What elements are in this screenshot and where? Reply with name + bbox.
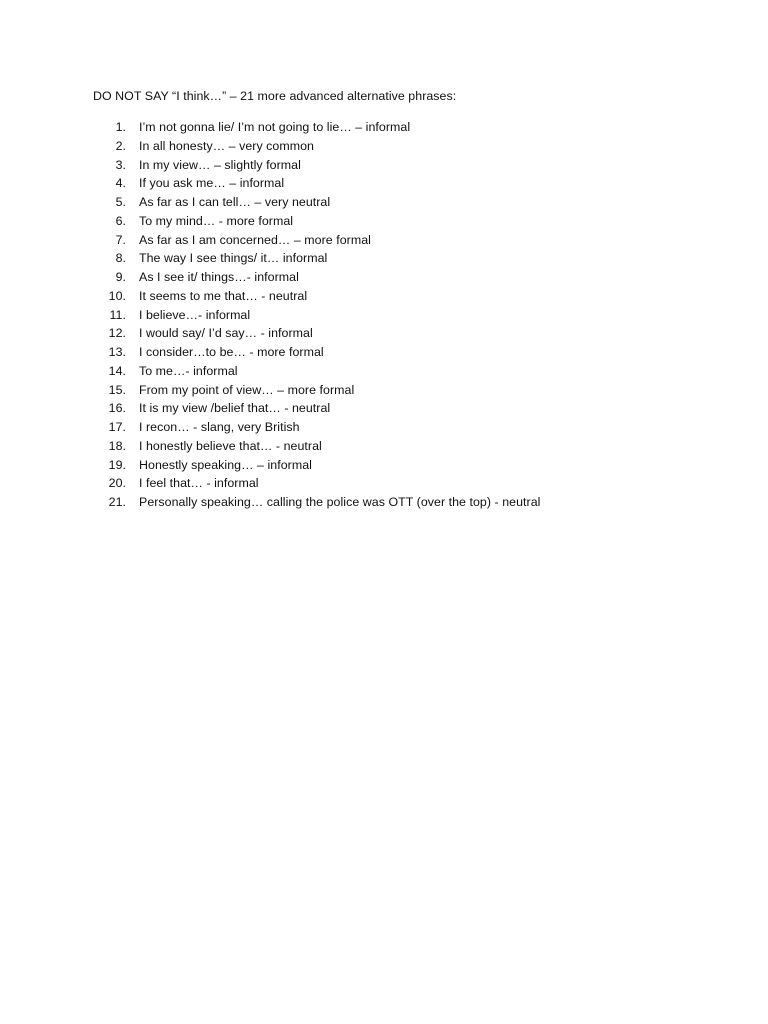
list-item-text: The way I see things/ it… informal (139, 251, 328, 266)
list-item (0, 287, 768, 306)
list-item-number: 7. (115, 232, 126, 247)
list-item-text: In all honesty… – very common (139, 138, 314, 153)
list-item-number: 9. (115, 270, 126, 284)
list-item-text: Honestly speaking… – informal (139, 457, 312, 472)
phrase-list (0, 118, 768, 512)
list-item-number: 21. (108, 495, 126, 509)
list-item-number: 13. (108, 345, 126, 359)
list-item-text: As far as I can tell… – very neutral (139, 195, 331, 209)
list-item-text: To my mind… - more formal (139, 213, 294, 228)
list-item (0, 493, 768, 512)
list-item (0, 474, 768, 493)
list-item-number: 16. (108, 401, 126, 416)
list-item-number: 20. (108, 476, 126, 491)
list-item-text: As far as I am concerned… – more formal (139, 232, 371, 247)
list-item-number: 2. (115, 138, 126, 153)
list-item-number: 8. (115, 251, 126, 266)
list-item-text: I feel that… - informal (139, 476, 259, 491)
list-item-text: I’m not gonna lie/ I’m not going to lie… – informal (139, 120, 411, 134)
list-item (0, 268, 768, 287)
list-item (0, 212, 768, 231)
list-item-number: 10. (108, 288, 126, 303)
list-item (0, 231, 768, 250)
list-item-text: In my view… – slightly formal (139, 157, 301, 172)
list-item-number: 17. (108, 420, 126, 434)
list-item (0, 343, 768, 362)
list-item (0, 362, 768, 381)
list-item (0, 306, 768, 325)
list-item (0, 137, 768, 156)
list-item (0, 249, 768, 268)
list-item-text: I honestly believe that… - neutral (139, 438, 322, 453)
list-item-number: 14. (108, 363, 126, 378)
list-item-number: 5. (115, 195, 126, 209)
list-item (0, 193, 768, 212)
list-item-text: I recon… - slang, very British (139, 420, 300, 434)
list-item-number: 15. (108, 382, 126, 397)
list-item-text: It is my view /belief that… - neutral (139, 401, 331, 416)
list-item-text: As I see it/ things…- informal (139, 270, 299, 284)
list-item-text: I believe…- informal (139, 307, 251, 322)
list-item-text: It seems to me that… - neutral (139, 288, 308, 303)
list-item-number: 11. (109, 307, 126, 322)
list-item (0, 381, 768, 400)
list-item-number: 4. (115, 176, 126, 191)
list-item-text: Personally speaking… calling the police was OTT (over the top) - neutral (139, 495, 541, 509)
list-item (0, 174, 768, 193)
document-title: DO NOT SAY “I think…” – 21 more advanced alternative phrases: (93, 89, 457, 103)
list-item-text: If you ask me… – informal (139, 176, 285, 191)
list-item (0, 324, 768, 343)
list-item-number: 6. (115, 213, 126, 228)
list-item-number: 1. (115, 120, 126, 134)
list-item-number: 18. (108, 438, 126, 453)
list-item-number: 12. (108, 326, 126, 341)
list-item (0, 118, 768, 137)
list-item-text: I would say/ I’d say… - informal (139, 326, 313, 341)
list-item-number: 3. (115, 157, 126, 172)
list-item (0, 399, 768, 418)
list-item-number: 19. (108, 457, 126, 472)
list-item (0, 156, 768, 175)
list-item-text: I consider…to be… - more formal (139, 345, 324, 359)
list-item (0, 437, 768, 456)
list-item (0, 418, 768, 437)
list-item-text: To me…- informal (139, 363, 238, 378)
list-item (0, 456, 768, 475)
list-item-text: From my point of view… – more formal (139, 382, 355, 397)
